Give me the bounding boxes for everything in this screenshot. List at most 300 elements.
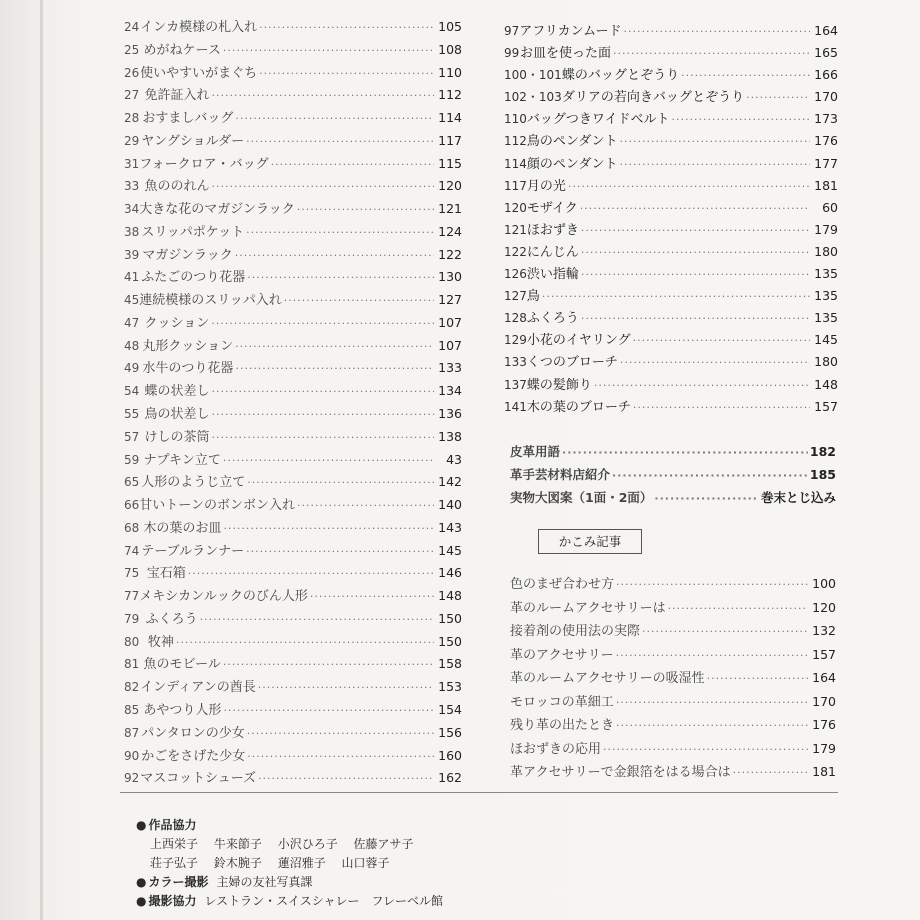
toc-entry [124,266,462,289]
entry-number: 66 [124,498,140,513]
entry-number: 85 [124,702,140,717]
entry-page: 182 [809,444,836,459]
entry-title: アフリカンムード [519,24,622,39]
entry-page: 162 [438,770,462,786]
entry-number: 92 [124,771,140,786]
entry-page: 122 [438,246,462,262]
leader-dots [616,644,808,668]
entry-title: テーブルランナー [141,543,245,559]
entry-title: 皮革用語 [510,444,561,459]
entry-title: 渋い指輪 [526,267,579,283]
entry-title: モザイク [526,200,578,216]
entry-title: 蝶の状差し [144,384,210,400]
entry-number: 65 [124,475,140,490]
entry-page: 130 [438,269,462,285]
entry-title: 革のルームアクセサリーの吸湿性 [510,671,705,686]
toc-entry [124,767,462,790]
toc-entry [124,676,462,699]
toc-entry [504,153,838,175]
toc-entry [124,153,462,176]
entry-page: 138 [438,428,462,444]
entry-number: 90 [124,748,140,763]
entry-number: 137 [504,377,527,392]
leader-dots [212,381,434,404]
credit-name: 牛来節子 [213,837,262,851]
leader-dots [235,245,434,268]
toc-entry [510,463,836,486]
credit-label: 作品協力 [148,818,197,832]
leader-dots [633,330,810,352]
credit-names-row-1 [136,835,736,854]
entry-page: 114 [438,110,462,126]
credit-name: 佐藤アサ子 [353,837,414,851]
entry-number: 141 [504,399,527,414]
entry-page: 136 [438,406,462,422]
toc-entry [504,197,838,219]
entry-page: 150 [438,610,462,626]
entry-page: 170 [812,693,836,709]
entry-page: 148 [438,588,462,604]
entry-title: バッグつきワイドベルト [526,112,670,128]
leader-dots [616,714,808,738]
toc-entry [504,241,838,263]
entry-page: 170 [814,89,838,105]
entry-page: 134 [438,383,462,399]
entry-title: マスコットシューズ [140,771,257,787]
entry-title: 色のまぜ合わせ方 [510,577,615,592]
entry-number: 54 [124,384,140,399]
entry-title: 水牛のつり花器 [142,361,234,377]
entry-page: 110 [438,64,462,80]
toc-entry [504,175,838,197]
entry-title: メキシカンルックのびん人形 [139,589,308,605]
leader-dots [212,85,434,108]
entry-number: 25 [124,42,140,57]
entry-number: 39 [124,247,140,262]
entry-number: 45 [124,293,140,308]
entry-title: モロッコの革細工 [510,694,614,710]
toc-entry [510,737,836,761]
entry-title: ナプキン立て [143,452,221,468]
entry-page: 181 [812,764,836,779]
entry-page: 176 [812,717,836,732]
leader-dots [746,87,810,109]
entry-title: ふくろう [145,611,198,627]
entry-number: 126 [504,267,527,282]
entry-title: 小花のイヤリング [526,333,631,349]
entry-title: 革手芸材料店紹介 [510,467,611,482]
entry-number: 127 [504,289,527,304]
entry-number: 27 [124,88,140,103]
toc-entry [510,690,836,714]
entry-page: 120 [438,178,462,194]
entry-page: 156 [438,724,462,740]
entry-page: 176 [814,133,838,149]
toc-entry [124,130,462,153]
credit-name: 小沢ひろ子 [277,837,338,851]
entry-number: 55 [124,407,140,422]
entry-title: かごをさげた少女 [141,748,246,764]
entry-number: 47 [124,315,140,330]
entry-title: めがねケース [143,42,221,58]
toc-entry [504,219,838,241]
entry-title: 免許証入れ [144,88,210,104]
credit-label: カラー撮影 [148,875,209,889]
entry-page: 177 [814,155,838,171]
entry-title: 連続模様のスリッパ入れ [139,293,282,309]
entry-title: 丸形クッション [142,338,234,354]
toc-entry [124,540,462,563]
leader-dots [246,131,434,154]
entry-page: 154 [438,701,462,717]
toc-entry [124,608,462,631]
entry-title: 月の光 [526,178,566,194]
entry-number: 28 [124,111,140,126]
leader-dots [623,21,810,43]
toc-entry [124,653,462,676]
entry-title: パンタロンの少女 [141,725,245,741]
toc-entry [510,596,836,620]
toc-entry [124,699,462,722]
leader-dots [581,308,810,330]
entry-page: 145 [438,542,462,558]
toc-entry [504,396,838,418]
entry-number: 129 [504,333,527,348]
entry-page: 127 [438,292,462,308]
entry-page: 142 [438,474,462,490]
leader-dots [297,199,434,222]
leader-dots [620,131,810,153]
entry-number: 110 [504,112,527,127]
leader-dots [603,738,808,762]
entry-number: 57 [124,429,140,444]
toc-entry [124,585,462,608]
leader-dots [668,597,808,621]
credit-name: 上西栄子 [150,837,199,851]
bullet-icon: ● [136,875,147,889]
toc-entry [124,221,462,244]
entry-page: 115 [438,155,462,171]
toc-entry [124,84,462,107]
leader-dots [271,154,434,177]
toc-entry [510,619,836,643]
entry-title: 魚のモビール [143,657,221,673]
entry-number: 77 [124,589,140,604]
leader-dots [235,108,434,131]
leader-dots [246,222,434,245]
page-gutter [40,0,43,920]
leader-dots [247,746,434,769]
entry-title: 鳥の状差し [144,407,210,423]
entry-number: 79 [124,611,140,626]
credits [136,816,736,911]
entry-number: 97 [504,24,520,38]
leader-dots [223,40,434,63]
toc-entry [124,403,462,426]
entry-title: ふくろう [526,311,579,327]
credit-name: 鈴木腕子 [213,856,262,870]
entry-number: 41 [124,270,140,285]
entry-title: 宝石箱 [146,566,186,582]
entry-page: 158 [438,656,462,672]
toc-entry [510,572,836,596]
entry-number: 24 [124,20,140,34]
leader-dots [581,242,810,264]
leader-dots [247,472,434,495]
leader-dots [580,198,810,220]
entry-title: 木の葉のお皿 [143,520,222,536]
entry-number: 75 [124,566,140,581]
leader-dots [310,586,434,609]
leader-dots [212,404,434,427]
entry-number: 117 [504,178,527,193]
leader-dots [188,563,434,586]
entry-number: 121 [504,222,527,237]
leader-dots [258,677,434,700]
entry-title: 蝶の髪飾り [526,377,592,393]
toc-entry [124,380,462,403]
entry-title: スリッパポケット [141,224,245,240]
entry-title: ダリアの若向きバッグとぞうり [561,90,745,106]
entry-title: ほおずきの応用 [510,741,602,757]
leader-dots [246,541,434,564]
entry-page: 166 [814,67,838,83]
leader-dots [633,397,810,419]
credit-value: 主婦の友社写真課 [216,875,313,889]
toc-entry [124,471,462,494]
entry-number: 81 [124,657,140,672]
entry-page: 140 [438,497,462,513]
toc-entry [124,244,462,267]
entry-number: 38 [124,224,140,239]
entry-title: 大きな花のマガジンラック [139,202,295,218]
leader-dots [542,286,810,308]
entry-title: 使いやすいがまぐち [140,65,258,81]
leader-dots [212,427,434,450]
toc-entry [510,486,836,509]
entry-number: 33 [124,179,140,194]
entry-title: 実物大図案（1面・2面） [510,490,653,505]
entry-title: ふたごのつり花器 [141,270,246,286]
toc-entry [510,713,836,737]
entry-number: 114 [504,156,527,171]
entry-page: 150 [438,633,462,649]
entry-title: クッション [144,315,210,331]
entry-title: くつのブローチ [526,355,618,371]
entry-page: 145 [814,332,838,348]
entry-page: 179 [814,221,838,237]
leader-dots [200,609,434,632]
toc-entry [504,130,838,152]
entry-page: 117 [438,132,462,148]
toc-entry [504,374,838,396]
leader-dots [211,313,434,336]
entry-title: けしの茶筒 [144,429,210,445]
leader-dots [620,352,810,374]
bullet-icon: ● [136,894,147,908]
toc-entry [504,351,838,373]
leader-dots [223,518,434,541]
leader-dots [681,65,810,87]
toc-entry [124,722,462,745]
entry-page: 143 [438,519,462,535]
leader-dots [247,267,434,290]
entry-number: 68 [124,520,140,535]
entry-title: インディアンの酋長 [140,680,256,696]
leader-dots [612,464,808,487]
leader-dots [223,700,434,723]
toc-entry [504,329,838,351]
entry-title: にんじん [526,244,579,260]
toc-entry [124,16,462,39]
entry-title: 鳥のペンダント [526,134,618,150]
entry-title: インカ模様の札入れ [140,20,258,35]
leader-dots [176,632,434,655]
kakomi-heading: かこみ記事 [538,529,642,554]
entry-page: 157 [812,646,836,662]
leader-dots [707,667,808,691]
entry-number: 74 [124,543,140,558]
leader-dots [616,691,808,715]
entry-number: 26 [124,65,140,80]
toc-entry [124,631,462,654]
toc-entry [124,312,462,335]
toc-entry [504,263,838,285]
toc-entry [124,517,462,540]
entry-page: 135 [814,288,838,304]
entry-title: マガジンラック [142,247,233,263]
entry-title: 甘いトーンのボンボン入れ [139,498,296,514]
entry-title: 鳥 [526,289,540,305]
entry-title: 木の葉のブローチ [526,399,631,415]
toc-entry [510,666,836,690]
toc-entry [504,86,838,108]
entry-page: 180 [814,354,838,370]
entry-page: 148 [814,376,838,392]
entry-title: フォークロア・バッグ [139,156,269,172]
leader-dots [258,768,434,791]
toc-entry [124,175,462,198]
entry-number: 122 [504,244,527,259]
entry-page: 60 [822,199,838,215]
entry-number: 99 [504,46,520,61]
entry-page: 135 [814,310,838,326]
toc-right-column [504,20,838,418]
entry-page: 133 [438,360,462,376]
leader-dots [259,63,434,86]
toc-entry [124,745,462,768]
leader-dots [223,654,434,677]
entry-page: 157 [814,398,838,414]
entry-page: 100 [812,576,836,591]
bullet-icon: ● [136,818,147,832]
credit-label: 撮影協力 [148,894,197,908]
credit-color-photo [136,873,736,892]
toc-entry [504,307,838,329]
entry-page: 146 [438,565,462,581]
entry-page: 132 [812,623,836,638]
entry-title: 牧神 [147,634,174,650]
entry-title: 革アクセサリーで金銀箔をはる場合は [510,765,731,780]
credit-names-row-2 [136,854,736,873]
credit-value: レストラン・スイスシャレー フレーベル館 [204,894,444,908]
credit-name: 荘子弘子 [150,856,199,870]
entry-page: 107 [438,314,462,330]
entry-number: 87 [124,725,140,740]
credit-name: 山口蓉子 [341,856,390,870]
toc-entry [124,107,462,130]
entry-page: 165 [814,45,838,61]
entry-page: 124 [438,223,462,239]
entry-page: 121 [438,201,462,217]
toc-entry [510,440,836,463]
toc-entry [124,39,462,62]
entry-page: 181 [814,177,838,193]
entry-number: 29 [124,133,140,148]
credit-shoot-cooperation [136,892,736,911]
entry-title: 残り革の出たとき [510,718,615,733]
entry-page: 164 [814,23,838,38]
toc-entry [124,198,462,221]
toc-entry [510,760,836,784]
entry-number: 120 [504,200,527,215]
entry-number: 59 [124,452,140,467]
entry-title: ヤングショルダー [141,133,245,149]
toc-entry [124,494,462,517]
entry-number: 31 [124,156,140,171]
leader-dots [284,290,434,313]
entry-number: 102・103 [504,90,562,105]
leader-dots [616,573,808,597]
leader-dots [581,220,810,242]
entry-number: 80 [124,634,140,649]
toc-entry [124,562,462,585]
toc-entry [124,335,462,358]
leader-dots [235,358,434,381]
toc-entry [124,426,462,449]
entry-page: 107 [438,337,462,353]
entry-title: 魚ののれん [144,179,210,195]
toc-entry [124,449,462,472]
entry-page: 112 [438,87,462,103]
leader-dots [594,375,810,397]
entry-number: 100・101 [504,68,562,83]
entry-page: 164 [812,670,836,685]
entry-number: 82 [124,680,140,695]
reference-section [510,440,836,509]
leader-dots [235,336,434,359]
leader-dots [654,487,759,510]
entry-number: 48 [124,338,140,353]
entry-page: 105 [438,19,462,34]
entry-page: 185 [809,467,836,482]
toc-entry [124,357,462,380]
entry-title: あやつり人形 [143,702,222,718]
leader-dots [259,17,434,40]
leader-dots [562,441,808,464]
leader-dots [620,154,810,176]
leader-dots [223,450,434,473]
entry-number: 133 [504,355,527,370]
toc-left-column [124,16,462,790]
toc-entry [504,108,838,130]
entry-number: 49 [124,361,140,376]
entry-page: 巻末とじ込み [760,490,836,505]
toc-entry [504,42,838,64]
entry-page: 108 [438,41,462,57]
entry-page: 135 [814,266,838,282]
entry-page: 120 [812,599,836,615]
